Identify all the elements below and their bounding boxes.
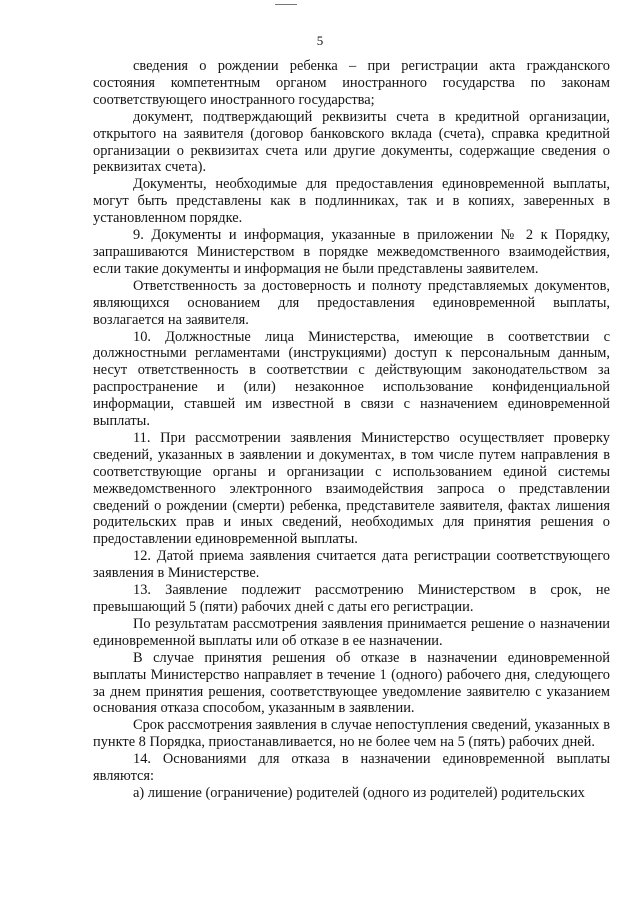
paragraph-1: сведения о рождении ребенка – при регистрации акта гражданского состояния компетентным органом иностранного государства по законам соответствующего иностранного государства;	[93, 58, 610, 108]
paragraph-5: Ответственность за достоверность и полноту представляемых документов, являющихся основанием для предоставления единовременной выплаты, возлагается на заявителя.	[93, 277, 610, 328]
paragraph-14: а) лишение (ограничение) родителей (одного из родителей) родительских	[133, 784, 585, 801]
paragraph-4: 9. Документы и информация, указанные в приложении № 2 к Порядку, запрашиваются Министерством в порядке межведомственного взаимодействия, если такие документы и информация не были представлены заявителем.	[93, 227, 610, 277]
document-body	[93, 58, 610, 802]
paragraph-9: 13. Заявление подлежит рассмотрению Министерством в срок, не превышающий 5 (пяти) рабочих дней с даты его регистрации.	[93, 582, 610, 615]
paragraph-2: документ, подтверждающий реквизиты счета в кредитной организации, открытого на заявителя (договор банковского вклада (счета), справка кредитной организации о реквизитах счета или другие документы, содержащие сведения о реквизитах счета).	[93, 108, 610, 176]
paragraph-13: 14. Основаниями для отказа в назначении единовременной выплаты являются:	[93, 751, 610, 785]
paragraph-11: В случае принятия решения об отказе в назначении единовременной выплаты Министерство направляет в течение 1 (одного) рабочего дня, следующего за днем принятия решения, соответствующее уведомление заявителю с указанием основания отказа способом, указанным в заявлении.	[93, 649, 610, 717]
paragraph-6: 10. Должностные лица Министерства, имеющие в соответствии с должностными регламентами (инструкциями) доступ к персональным данным, несут ответственность в соответствии с действующим законодательством за распространение и (или) незаконное использование конфиденциальной информации, ставшей им известной в связи с назначением единовременной выплаты.	[93, 328, 610, 430]
page-number: 5	[316, 33, 324, 48]
paragraph-8: 12. Датой приема заявления считается дата регистрации соответствующего заявления в Министерстве.	[93, 548, 610, 582]
top-rule	[275, 4, 297, 5]
paragraph-7: 11. При рассмотрении заявления Министерство осуществляет проверку сведений, указанных в заявлении и документах, в том числе путем направления в соответствующие органы и организации с использованием единой системы межведомственного электронного взаимодействия запроса о представлении сведений о рождении (смерти) ребенка, представителе заявителя, фактах лишения родительских прав и иных сведений, необходимых для принятия решения о предоставлении единовременной выплаты.	[93, 429, 610, 548]
paragraph-3: Документы, необходимые для предоставления единовременной выплаты, могут быть представлены как в подлинниках, так и в копиях, заверенных в установленном порядке.	[93, 176, 610, 227]
paragraph-12: Срок рассмотрения заявления в случае непоступления сведений, указанных в пункте 8 Порядка, приостанавливается, но не более чем на 5 (пять) рабочих дней.	[93, 717, 610, 751]
paragraph-10: По результатам рассмотрения заявления принимается решение о назначении единовременной выплаты или об отказе в ее назначении.	[93, 615, 610, 649]
